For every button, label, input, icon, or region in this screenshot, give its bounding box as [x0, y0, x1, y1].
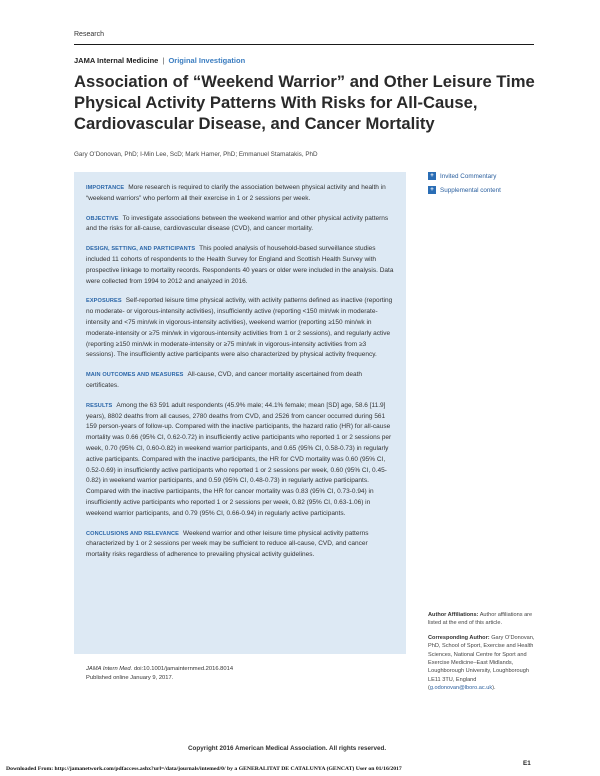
objective-text: To investigate associations between the weekend warrior and other physical activity patterns and the risks for all-cause, cardiovascular disease (CVD), and cancer mortality.	[86, 214, 389, 233]
outcomes-text: All-cause, CVD, and cancer mortality ascertained from death certificates.	[86, 371, 362, 389]
conclusions-heading: CONCLUSIONS AND RELEVANCE	[86, 530, 179, 537]
abstract-objective	[86, 214, 394, 236]
journal-separator: |	[162, 56, 165, 65]
results-text: Among the 63 591 adult respondents (45.9% male; 44.1% female; mean [SD] age, 58.6 [11.9] years), 8802 deaths from all causes, 2780 deaths from CVD, and 2526 from cancer occurred during 561 159 person-years of follow-up. Compared with the inactive participants, the hazard ratio (HR) for all-cause mortality was 0.66 (95% CI, 0.62-0.72) in insufficiently active participants who reported 1 or 2 sessions per week, 0.70 (95% CI, 0.60-0.82) in weekend warrior participants, and 0.65 (95% CI, 0.58-0.73) in regularly active participants. Compared with the inactive participants, the HR for CVD mortality was 0.60 (95% CI, 0.52-0.69) in insufficiently active participants who reported 1 or 2 sessions per week, 0.60 (95% CI, 0.45-0.82) in weekend warrior participants, and 0.59 (95% CI, 0.48-0.73) in regularly active participants. Compared with the inactive participants, the HR for cancer mortality was 0.83 (95% CI, 0.73-0.94) in insufficiently active participants who reported 1 or 2 sessions per week, 0.82 (95% CI, 0.63-1.06) in weekend warrior participants, and 0.79 (95% CI, 0.66-0.94) in regularly active participants.	[86, 401, 392, 517]
page-number: E1	[523, 760, 531, 767]
abstract-conclusions	[86, 529, 394, 561]
plus-icon: +	[428, 172, 436, 180]
journal-line	[74, 56, 245, 65]
importance-text: More research is required to clarify the association between physical activity and health in “weekend warriors” who perform all their exercise in 1 or 2 sessions per week.	[86, 184, 386, 202]
invited-commentary-label: Invited Commentary	[440, 172, 497, 180]
objective-heading: OBJECTIVE	[86, 215, 119, 222]
abstract-design	[86, 244, 394, 287]
corresponding-author: Corresponding Author: Gary O’Donovan, PhD, School of Sport, Exercise and Health Sciences, National Centre for Sport and Exercise Medicine–East Midlands, Loughborough University, Loughborough LE11 3TU, England (g.odonovan@lboro.ac.uk).	[428, 634, 535, 692]
corresponding-author-heading: Corresponding Author:	[428, 634, 490, 641]
related-links	[428, 172, 538, 200]
exposures-text: Self-reported leisure time physical activity, with activity patterns defined as inactive (reporting no moderate- or vigorous-intensity activities), insufficiently active (reporting <150 min/wk in moderate-intensity and <75 min/wk in vigorous-intensity activities), weekend warrior (reporting ≥150 min/wk in moderate-intensity or ≥75 min/wk in vigorous-intensity activities from 1 or 2 sessions), and regularly active (reporting ≥150 min/wk in moderate-intensity or ≥75 min/wk in vigorous-intensity activities from ≥3 sessions). The insufficiently active participants were also characterized by physical activity frequency.	[86, 297, 393, 359]
design-heading: DESIGN, SETTING, AND PARTICIPANTS	[86, 246, 196, 253]
corresponding-author-text: Gary O’Donovan, PhD, School of Sport, Exercise and Health Sciences, National Centre for Sport and Exercise Medicine–East Midlands, Loughborough University, Loughborough LE11 3TU, England	[428, 634, 535, 683]
abstract-importance	[86, 183, 394, 205]
exposures-heading: EXPOSURES	[86, 298, 122, 305]
publication-date: Published online January 9, 2017.	[86, 675, 174, 681]
abstract-results	[86, 401, 394, 520]
importance-heading: IMPORTANCE	[86, 185, 125, 191]
download-notice: Downloaded From: http://jamanetwork.com/pdfaccess.ashx?url=/data/journals/intemed/0/ by a GENERALITAT DE CATALUNYA (GENCAT) User on 01/16/2017	[6, 766, 402, 772]
supplemental-content-label: Supplemental content	[440, 186, 501, 194]
article-title: Association of “Weekend Warrior” and Other Leisure Time Physical Activity Patterns With Risks for All-Cause, Cardiovascular Disease, and Cancer Mortality	[74, 72, 535, 133]
supplemental-content-link[interactable]	[428, 186, 538, 194]
results-heading: RESULTS	[86, 402, 113, 409]
plus-icon: +	[428, 186, 436, 194]
author-affiliations-text: Author affiliations are listed at the end of this article.	[428, 612, 533, 627]
abstract-outcomes	[86, 370, 394, 392]
design-text: This pooled analysis of household-based surveillance studies included 11 cohorts of respondents to the Health Survey for England and Scottish Health Survey with prospective linkage to mortality records. Respondents 40 years or older were included in the analysis. Data were collected from 1994 to 2012 and analyzed in 2016.	[86, 245, 394, 285]
section-label: Research	[74, 31, 104, 38]
conclusions-text: Weekend warrior and other leisure time physical activity patterns characterized by 1 or 2 sessions per week may be sufficient to reduce all-cause, CVD, and cancer mortality risks regardless of adherence to prevailing physical activity guidelines.	[86, 529, 369, 559]
author-affiliations	[428, 611, 540, 628]
citation-doi[interactable]: doi:10.1001/jamainternmed.2016.8014	[133, 666, 234, 672]
citation-line	[86, 665, 386, 674]
author-affiliations-heading: Author Affiliations:	[428, 612, 479, 618]
article-type: Original Investigation	[168, 56, 246, 65]
copyright-notice: Copyright 2016 American Medical Association. All rights reserved.	[188, 745, 387, 752]
abstract-box	[74, 172, 406, 654]
affiliations-block	[428, 611, 540, 699]
top-divider	[74, 44, 534, 45]
citation-block	[86, 665, 386, 683]
invited-commentary-link[interactable]	[428, 172, 538, 180]
corresponding-email-link[interactable]: g.odonovan@lboro.ac.uk	[429, 685, 493, 692]
author-list: Gary O’Donovan, PhD; I-Min Lee, ScD; Mark Hamer, PhD; Emmanuel Stamatakis, PhD	[74, 151, 318, 158]
abstract-exposures	[86, 296, 394, 361]
journal-name: JAMA Internal Medicine	[74, 56, 159, 65]
outcomes-heading: MAIN OUTCOMES AND MEASURES	[86, 372, 184, 379]
citation-journal: JAMA Intern Med.	[86, 666, 133, 672]
